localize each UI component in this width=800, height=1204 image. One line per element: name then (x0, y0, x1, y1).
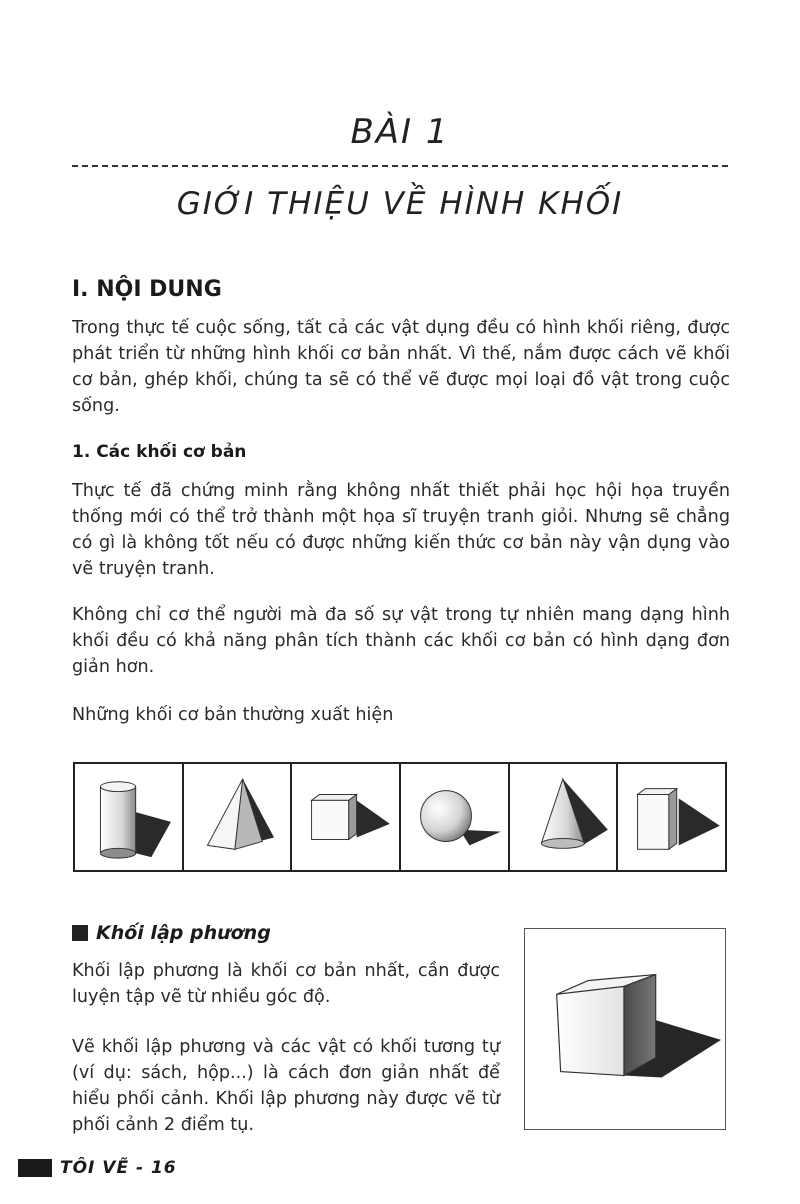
section-heading: I. NỘI DUNG (72, 277, 222, 302)
footer-page-number: TÔI VẼ - 16 (60, 1158, 177, 1178)
intro-paragraph: Trong thực tế cuộc sống, tất cả các vật dụng đều có hình khối riêng, được phát triển từ những hình khối cơ bản nhất. Vì thế, nắm được cách vẽ khối cơ bản, ghép khối, chúng ta sẽ có thể vẽ được mọi loại đồ vật trong cuộc sống. (72, 318, 730, 416)
shape-cell-pyramid (184, 764, 293, 870)
paragraph-3: Những khối cơ bản thường xuất hiện (72, 705, 394, 725)
lesson-title: GIỚI THIỆU VỀ HÌNH KHỐI (176, 186, 624, 222)
cube-illustration (292, 764, 399, 870)
cube-large-illustration (525, 929, 725, 1129)
cube-section-heading (72, 922, 271, 944)
paragraph-1: Thực tế đã chứng minh rằng không nhất thiết phải học hội họa truyền thống mới có thể trở thành một họa sĩ truyện tranh giỏi. Nhưng sẽ chẳng có gì là không tốt nếu có được những kiến thức cơ bản này vận dụng vào vẽ truyện tranh. (72, 481, 730, 579)
shape-cell-cylinder (75, 764, 184, 870)
shape-cell-cone (510, 764, 619, 870)
dashed-divider (72, 165, 728, 167)
rectangular-prism-illustration (618, 764, 725, 870)
paragraph-2: Không chỉ cơ thể người mà đa số sự vật trong tự nhiên mang dạng hình khối đều có khả năng phân tích thành các khối cơ bản có hình dạng đơn giản hơn. (72, 605, 730, 677)
lesson-number: BÀI 1 (350, 112, 450, 152)
cube-section-heading-text: Khối lập phương (96, 922, 271, 944)
cylinder-illustration (75, 764, 182, 870)
square-bullet-icon (72, 925, 88, 941)
page-footer (18, 1158, 177, 1178)
cube-figure (524, 928, 726, 1130)
pyramid-illustration (184, 764, 291, 870)
shape-cell-cube (292, 764, 401, 870)
subheading-basic-shapes: 1. Các khối cơ bản (72, 442, 247, 462)
cube-paragraph-2: Vẽ khối lập phương và các vật có khối tương tự (ví dụ: sách, hộp...) là cách đơn giản nhất để hiểu phối cảnh. Khối lập phương này được vẽ từ phối cảnh 2 điểm tụ. (72, 1037, 500, 1135)
cone-illustration (510, 764, 617, 870)
footer-bar (18, 1159, 52, 1177)
shape-cell-rectangular-prism (618, 764, 725, 870)
cube-paragraph-1: Khối lập phương là khối cơ bản nhất, cần được luyện tập vẽ từ nhiều góc độ. (72, 961, 500, 1007)
shape-cell-sphere (401, 764, 510, 870)
sphere-illustration (401, 764, 508, 870)
basic-shapes-strip (73, 762, 727, 872)
